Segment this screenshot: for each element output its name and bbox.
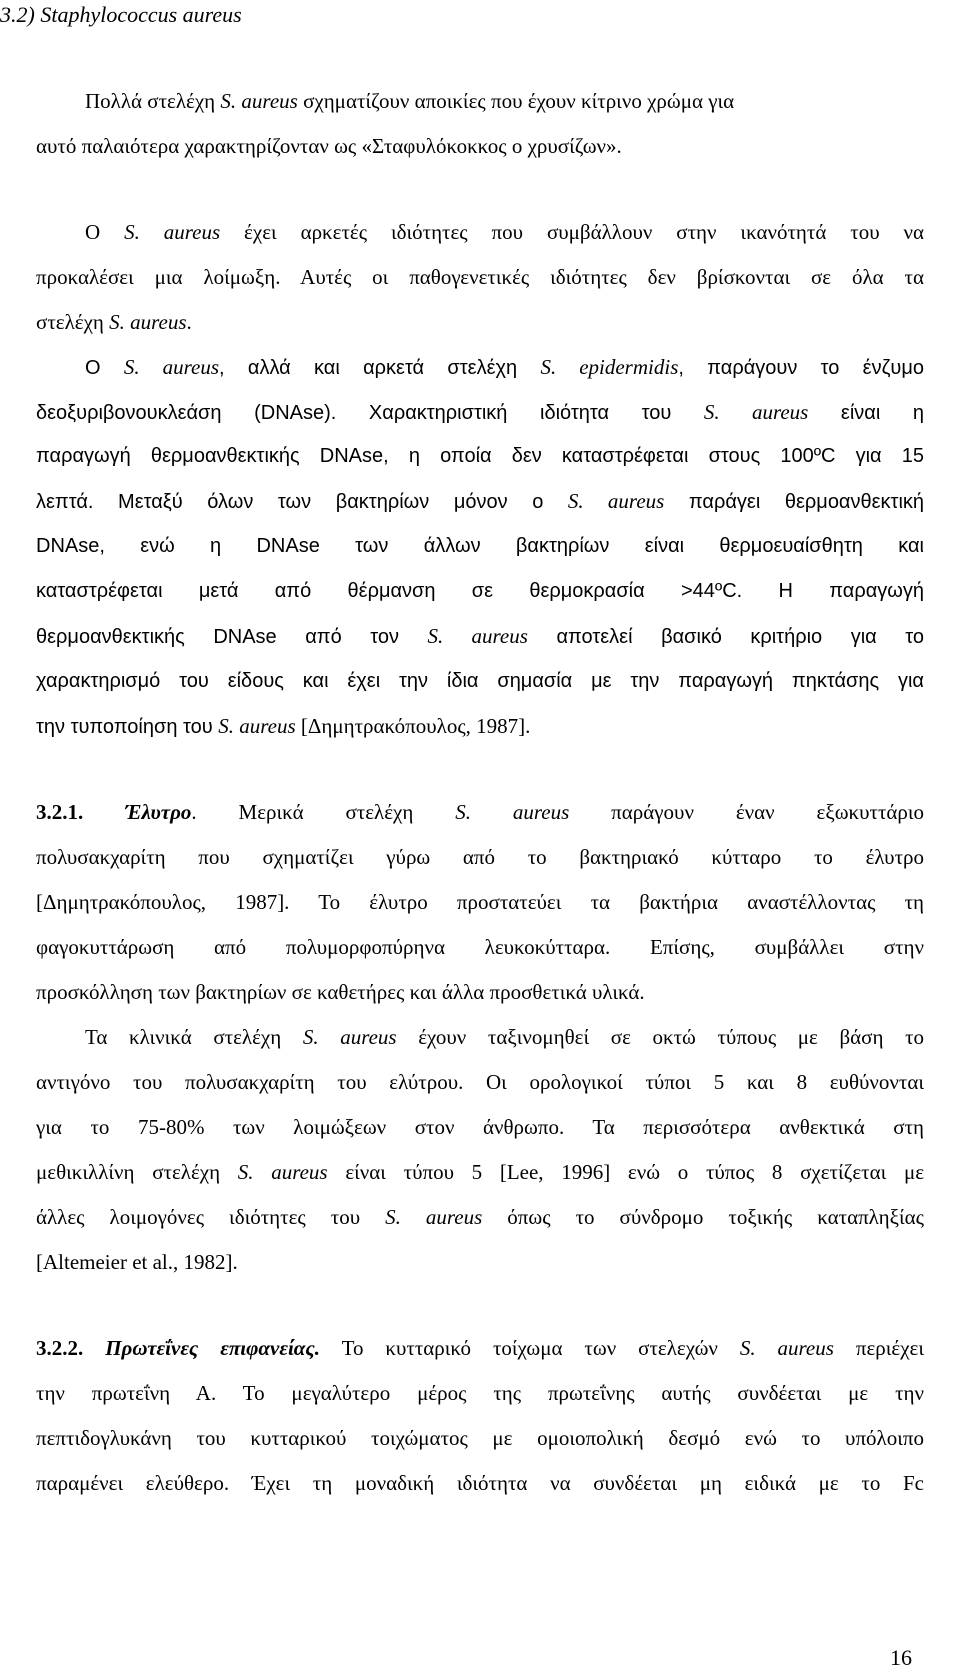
species-name: S. aureus <box>123 355 220 379</box>
paragraph-5-line-2: αντιγόνο του πολυσακχαρίτη του ελύτρου. Οι ορολογικοί τύποι 5 και 8 ευθύνονται <box>36 1070 924 1094</box>
text: έχουν ταξινομηθεί σε οκτώ τύπους με βάση το <box>396 1025 925 1049</box>
species-name: S. aureus <box>739 1336 834 1360</box>
text: αποτελεί βασικό κριτήριο για το <box>527 626 924 648</box>
paragraph-2-line-2: προκαλέσει μια λοίμωξη. Αυτές οι παθογενετικές ιδιότητες δεν βρίσκονται σε όλα τα <box>36 265 924 289</box>
text: θερμοανθεκτικής DNAse από τον <box>36 626 428 648</box>
paragraph-5-line-6: [Altemeier et al., 1982]. <box>36 1250 238 1274</box>
section-heading: 3.2) Staphylococcus aureus <box>0 2 242 27</box>
species-name: S. aureus <box>455 800 570 824</box>
text: έχει αρκετές ιδιότητες που συμβάλλουν στην ικανότητά του να <box>220 220 924 244</box>
section-3-2-1-line-4: φαγοκυττάρωση από πολυμορφοπύρηνα λευκοκύτταρα. Επίσης, συμβάλλει στην <box>36 935 924 959</box>
paragraph-1-line-2: αυτό παλαιότερα χαρακτηρίζονταν ως «Σταφυλόκοκκος ο χρυσίζων». <box>36 134 622 158</box>
text: την τυποποίηση του <box>36 716 219 738</box>
text: Τα κλινικά στελέχη <box>85 1025 303 1049</box>
text: , αλλά και αρκετά στελέχη <box>219 357 541 379</box>
paragraph-5-line-4 <box>36 1157 924 1187</box>
text: άλλες λοιμογόνες ιδιότητες του <box>36 1205 386 1229</box>
paragraph-3-line-8: χαρακτηρισμό του είδους και έχει την ίδια σημασία με την παραγωγή πηκτάσης για <box>36 670 924 692</box>
section-3-2-2-line-4: παραμένει ελεύθερο. Έχει τη μοναδική ιδιότητα να συνδέεται μη ειδικά με το Fc <box>36 1471 924 1495</box>
species-name: S. aureus <box>237 1160 328 1184</box>
text: σχηματίζουν αποικίες που έχουν κίτρινο χρώμα για <box>297 89 735 113</box>
species-name: S. aureus <box>567 489 665 513</box>
text: είναι η <box>808 402 925 424</box>
text: είναι τύπου 5 [Lee, 1996] ενώ ο τύπος 8 σχετίζεται με <box>327 1160 925 1184</box>
subsection-number: 3.2.1. <box>36 800 84 824</box>
paragraph-5-line-1 <box>85 1022 924 1052</box>
paragraph-3-line-5: DNAse, ενώ η DNAse των άλλων βακτηρίων είναι θερμοευαίσθητη και <box>36 535 924 557</box>
section-3-2-1-line-3: [Δημητρακόπουλος, 1987]. Το έλυτρο προστατεύει τα βακτήρια αναστέλλοντας τη <box>36 890 924 914</box>
text: περιέχει <box>833 1336 924 1360</box>
species-name: S. aureus <box>302 1025 397 1049</box>
paragraph-3-line-4 <box>36 486 924 517</box>
text: στελέχη <box>36 310 110 334</box>
species-name: S. aureus <box>109 310 187 334</box>
section-3-2-2-line-2: την πρωτεΐνη Α. Το μεγαλύτερο μέρος της πρωτεΐνης αυτής συνδέεται με την <box>36 1381 924 1405</box>
text: παράγει θερμοανθεκτική <box>664 491 925 513</box>
paragraph-3-line-1 <box>85 352 924 383</box>
text: , παράγουν το ένζυμο <box>678 357 925 379</box>
species-name: S. aureus <box>703 400 809 424</box>
species-name: S. aureus <box>427 624 528 648</box>
text: δεοξυριβονουκλεάση (DNAse). Χαρακτηριστική ιδιότητα του <box>36 402 704 424</box>
text: Ο <box>85 357 124 379</box>
subsection-title: Πρωτεΐνες επιφανείας. <box>105 1336 321 1360</box>
species-name: S. aureus <box>220 89 298 113</box>
section-3-2-2-line-1 <box>36 1333 924 1363</box>
paragraph-5-line-3: για το 75-80% των λοιμώξεων στον άνθρωπο. Τα περισσότερα ανθεκτικά στη <box>36 1115 924 1139</box>
paragraph-3-line-6: καταστρέφεται μετά από θέρμανση σε θερμοκρασία >44ºC. Η παραγωγή <box>36 580 924 602</box>
paragraph-1-line-1 <box>85 86 924 116</box>
text: μεθικιλλίνη στελέχη <box>36 1160 238 1184</box>
paragraph-2-line-3 <box>36 307 924 337</box>
paragraph-5-line-5 <box>36 1202 924 1232</box>
text: Ο <box>85 220 125 244</box>
paragraph-2-line-1 <box>85 217 924 247</box>
text: Πολλά στελέχη <box>85 89 221 113</box>
subsection-number: 3.2.2. <box>36 1336 84 1360</box>
page-number: 16 <box>890 1645 912 1670</box>
text: παράγουν έναν εξωκυττάριο <box>569 800 925 824</box>
section-3-2-1-line-2: πολυσακχαρίτη που σχηματίζει γύρω από το βακτηριακό κύτταρο το έλυτρο <box>36 845 924 869</box>
species-name: S. epidermidis <box>540 355 679 379</box>
paragraph-3-line-7 <box>36 621 924 652</box>
paragraph-3-line-3: παραγωγή θερμοανθεκτικής DNAse, η οποία δεν καταστρέφεται στους 100ºC για 15 <box>36 445 924 467</box>
subsection-title: Έλυτρο <box>125 800 192 824</box>
section-3-2-1-line-5: προσκόλληση των βακτηρίων σε καθετήρες και άλλα προσθετικά υλικά. <box>36 980 645 1004</box>
species-name: S. aureus <box>124 220 221 244</box>
text: [Δημητρακόπουλος, 1987]. <box>295 714 531 738</box>
paragraph-3-line-9 <box>36 711 924 742</box>
paragraph-3-line-2 <box>36 397 924 428</box>
section-3-2-1-line-1 <box>36 797 924 827</box>
species-name: S. aureus <box>218 714 296 738</box>
text: . Μερικά στελέχη <box>191 800 456 824</box>
text: . <box>186 310 192 334</box>
species-name: S. aureus <box>385 1205 483 1229</box>
text: όπως το σύνδρομο τοξικής καταπληξίας <box>482 1205 924 1229</box>
text: λεπτά. Μεταξύ όλων των βακτηρίων μόνον ο <box>36 491 568 513</box>
text: Το κυτταρικό τοίχωμα των στελεχών <box>320 1336 740 1360</box>
section-3-2-2-line-3: πεπτιδογλυκάνη του κυτταρικού τοιχώματος με ομοιοπολική δεσμό ενώ το υπόλοιπο <box>36 1426 924 1450</box>
